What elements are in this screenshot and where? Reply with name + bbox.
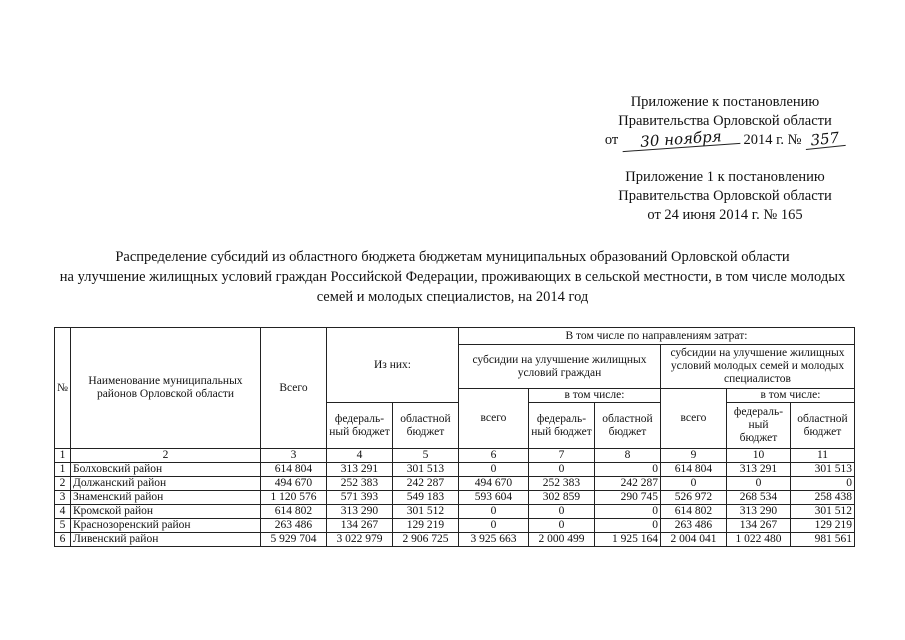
district-name: Краснозоренский район: [70, 519, 260, 533]
cell-young-regional: 258 438: [790, 491, 854, 505]
table-row: [55, 491, 855, 505]
col-number: 7: [528, 449, 594, 463]
cell-young-federal: 134 267: [726, 519, 790, 533]
header-by-direction: В том числе по направлениям затрат:: [458, 328, 854, 345]
cell-young-regional: 0: [790, 477, 854, 491]
cell-total: 614 804: [260, 463, 326, 477]
row-num: 4: [55, 505, 71, 519]
col-number: 4: [326, 449, 392, 463]
col-number: 6: [458, 449, 528, 463]
header-young-including: в том числе:: [726, 389, 854, 403]
cell-total: 614 802: [260, 505, 326, 519]
col-number: 9: [660, 449, 726, 463]
row-num: 1: [55, 463, 71, 477]
cell-total: 263 486: [260, 519, 326, 533]
header-citizens-federal: федераль-ный бюджет: [528, 403, 594, 449]
cell-citizens-federal: 0: [528, 463, 594, 477]
header-total: Всего: [260, 328, 326, 449]
cell-young-federal: 268 534: [726, 491, 790, 505]
cell-young-total: 614 802: [660, 505, 726, 519]
header-num: №: [55, 328, 71, 449]
header-federal: федераль-ный бюджет: [326, 403, 392, 449]
table-row: [55, 477, 855, 491]
cell-citizens-total: 0: [458, 505, 528, 519]
header-young-total: всего: [660, 389, 726, 449]
table-row: [55, 519, 855, 533]
cell-regional: 549 183: [392, 491, 458, 505]
cell-federal: 252 383: [326, 477, 392, 491]
row-num: 2: [55, 477, 71, 491]
cell-young-regional: 129 219: [790, 519, 854, 533]
cell-young-total: 526 972: [660, 491, 726, 505]
header-subsidy-citizens: субсидии на улучшение жилищных условий граждан: [458, 345, 660, 389]
cell-citizens-total: 0: [458, 463, 528, 477]
header-citizens-including: в том числе:: [528, 389, 660, 403]
header-subsidy-young: субсидии на улучшение жилищных условий молодых семей и молодых специалистов: [660, 345, 854, 389]
handwritten-date: 30 ноября: [621, 128, 740, 152]
appendix-date-line: [560, 127, 890, 151]
cell-citizens-regional: 0: [594, 463, 660, 477]
cell-federal: 3 022 979: [326, 533, 392, 547]
cell-young-regional: 301 512: [790, 505, 854, 519]
row-num: 5: [55, 519, 71, 533]
cell-young-federal: 0: [726, 477, 790, 491]
title-line-3: семей и молодых специалистов, на 2014 год: [316, 289, 589, 305]
cell-citizens-federal: 252 383: [528, 477, 594, 491]
table-row: [55, 505, 855, 519]
original-line-3: от 24 июня 2014 г. № 165: [647, 207, 803, 223]
col-number: 11: [790, 449, 854, 463]
header-citizens-regional: областной бюджет: [594, 403, 660, 449]
cell-young-total: 2 004 041: [660, 533, 726, 547]
cell-federal: 313 290: [326, 505, 392, 519]
original-line-2: Правительства Орловской области: [618, 188, 832, 204]
cell-young-total: 263 486: [660, 519, 726, 533]
cell-citizens-total: 494 670: [458, 477, 528, 491]
table-row: [55, 533, 855, 547]
cell-regional: 301 512: [392, 505, 458, 519]
district-name: Ливенский район: [70, 533, 260, 547]
document-title: [10, 247, 895, 307]
cell-federal: 313 291: [326, 463, 392, 477]
row-num: 6: [55, 533, 71, 547]
cell-total: 5 929 704: [260, 533, 326, 547]
cell-citizens-federal: 302 859: [528, 491, 594, 505]
subsidy-table: [54, 327, 855, 547]
year-text: 2014 г. №: [743, 132, 802, 148]
cell-young-regional: 981 561: [790, 533, 854, 547]
col-number: 10: [726, 449, 790, 463]
cell-citizens-regional: 0: [594, 519, 660, 533]
header-regional: областной бюджет: [392, 403, 458, 449]
column-number-row: [55, 449, 855, 463]
cell-citizens-total: 593 604: [458, 491, 528, 505]
cell-young-regional: 301 513: [790, 463, 854, 477]
cell-young-federal: 1 022 480: [726, 533, 790, 547]
col-number: 1: [55, 449, 71, 463]
appendix-line-1: Приложение к постановлению: [630, 94, 820, 110]
cell-young-total: 0: [660, 477, 726, 491]
header-district-name: Наименование муниципальных районов Орловской области: [70, 328, 260, 449]
district-name: Должанский район: [70, 477, 260, 491]
cell-regional: 242 287: [392, 477, 458, 491]
district-name: Болховский район: [70, 463, 260, 477]
original-appendix-header: [560, 168, 890, 225]
from-label: от: [604, 132, 619, 148]
header-citizens-total: всего: [458, 389, 528, 449]
cell-citizens-total: 0: [458, 519, 528, 533]
header-of-them: Из них:: [326, 328, 458, 403]
cell-young-federal: 313 290: [726, 505, 790, 519]
cell-total: 1 120 576: [260, 491, 326, 505]
title-line-2: на улучшение жилищных условий граждан Российской Федерации, проживающих в сельской местности, в том числе молодых: [59, 269, 846, 285]
table-row: [55, 463, 855, 477]
cell-federal: 571 393: [326, 491, 392, 505]
row-num: 3: [55, 491, 71, 505]
cell-citizens-regional: 0: [594, 505, 660, 519]
cell-young-total: 614 804: [660, 463, 726, 477]
col-number: 3: [260, 449, 326, 463]
cell-regional: 2 906 725: [392, 533, 458, 547]
cell-citizens-regional: 1 925 164: [594, 533, 660, 547]
cell-citizens-regional: 290 745: [594, 491, 660, 505]
cell-regional: 129 219: [392, 519, 458, 533]
handwritten-number: 357: [804, 130, 845, 150]
cell-federal: 134 267: [326, 519, 392, 533]
cell-citizens-federal: 0: [528, 519, 594, 533]
col-number: 2: [70, 449, 260, 463]
cell-regional: 301 513: [392, 463, 458, 477]
original-line-1: Приложение 1 к постановлению: [625, 169, 825, 185]
col-number: 5: [392, 449, 458, 463]
cell-citizens-federal: 2 000 499: [528, 533, 594, 547]
col-number: 8: [594, 449, 660, 463]
appendix-header: [560, 93, 890, 150]
district-name: Кромской район: [70, 505, 260, 519]
district-name: Знаменский район: [70, 491, 260, 505]
cell-citizens-total: 3 925 663: [458, 533, 528, 547]
appendix-line-2: Правительства Орловской области: [618, 113, 832, 129]
cell-citizens-federal: 0: [528, 505, 594, 519]
header-young-federal: федераль-ный бюджет: [726, 403, 790, 449]
cell-citizens-regional: 242 287: [594, 477, 660, 491]
title-line-1: Распределение субсидий из областного бюджета бюджетам муниципальных образований Орловской области: [115, 249, 790, 265]
cell-total: 494 670: [260, 477, 326, 491]
header-young-regional: областной бюджет: [790, 403, 854, 449]
cell-young-federal: 313 291: [726, 463, 790, 477]
